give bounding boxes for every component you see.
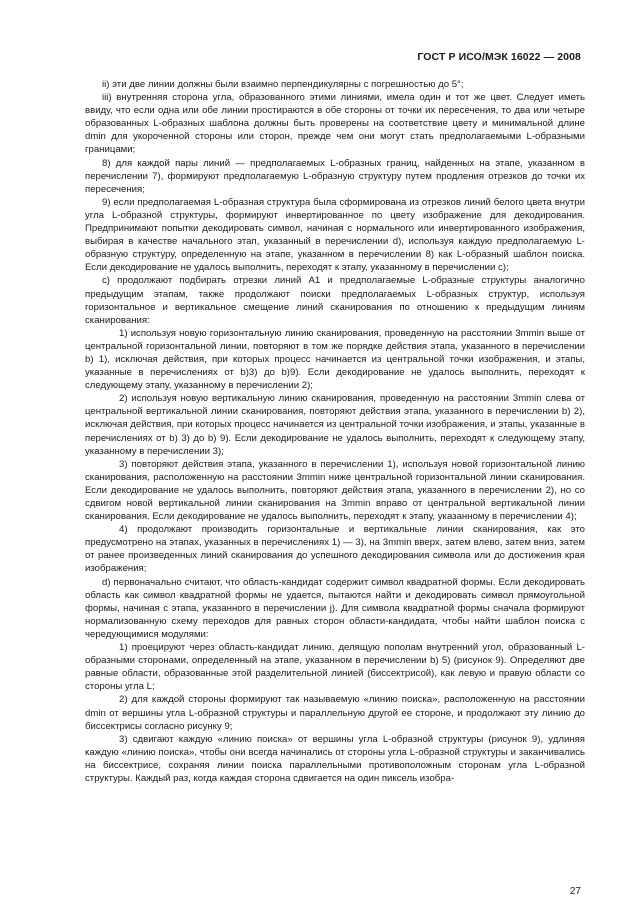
paragraph-c-2: 2) используя новую вертикальную линию сканирования, проведенную на расстоянии 3mmin слева от центральной вертикальной линии сканирования, повторяют действия этапа, указанного в перечислении b) 2), исключая действия, при которых процесс начинается из центральной точки изображения, и этапы, указанные в перечислениях от b) 3) до b) 9). Если декодирование не удалось выполнить, переходят к следующему этапу, указанному в перечислении 3); [85, 393, 585, 457]
paragraph-9: 9) если предполагаемая L-образная структура была сформирована из отрезков линий белого цвета внутри угла L-образной структуры, формируют инвертированное по цвету изображение для декодирования. Предпринимают попытки декодировать символ, начиная с нормального или инвертированного изображения, выбирая в качестве начального этап, указанный в перечислении d), используя каждую предполагаемую L-образную структуру, определенную на этапе, указанном в перечислении 8) как L-образный шаблон поиска. Если декодирование не удалось выполнить, переходят к этапу, указанному в перечислении c); [85, 196, 585, 274]
document-header: ГОСТ Р ИСО/МЭК 16022 — 2008 [417, 51, 581, 63]
paragraph-d-3: 3) сдвигают каждую «линию поиска» от вершины угла L-образной структуры (рисунок 9), удлиняя каждую «линию поиска», чтобы они всегда начинались от стороны угла L-образной структуры и заканчивались на биссектрисе, сохраняя линии поиска параллельными противоположным сторонам угла L-образной структуры. Каждый раз, когда каждая сторона сдвигается на один пиксель изобра- [85, 733, 585, 784]
paragraph-c-3: 3) повторяют действия этапа, указанного в перечислении 1), используя новой горизонтальной линию сканирования, расположенную на расстоянии 3mmin ниже центральной горизонтальной линии сканирования. Если декодирование не удалось выполнить, повторяют действия этапа, указанного в перечислении 2), но со сдвигом новой вертикальной линии сканирования на 3mmin вправо от центральной вертикальной линии сканирования. Если декодирование не удалось выполнить, переходят к этапу, указанному в перечислении 4); [85, 458, 585, 523]
paragraph-d-1: 1) проецируют через область-кандидат линию, делящую пополам внутренний угол, образованный L-образными сторонами, определенный на этапе, указанном в перечислении b) 5) (рисунок 9). Определяют две равные области, образованные этой разделительной линией (биссектрисой), как левую и правую области со стороны угла L; [85, 642, 585, 693]
paragraph-d-2: 2) для каждой стороны формируют так называемую «линию поиска», расположенную на расстоянии dmin от вершины угла L-образной структуры и параллельную другой ее стороне, и продолжают эту линию до биссектрисы согласно рисунку 9; [85, 694, 585, 732]
paragraph-8: 8) для каждой пары линий — предполагаемых L-образных границ, найденных на этапе, указанном в перечислении 7), формируют предполагаемую L-образную структуру путем продления отрезков до точки их пересечения; [85, 157, 585, 195]
paragraph-ii: ii) эти две линии должны были взаимно перпендикулярны с погрешностью до 5°; [102, 79, 464, 90]
page-number: 27 [569, 886, 581, 897]
paragraph-c-4: 4) продолжают производить горизонтальные и вертикальные линии сканирования, как это предусмотрено на этапах, указанных в перечислениях 1) — 3), на 3mmin вверх, затем влево, затем вниз, затем от ранее произведенных линий сканирования до успешного декодирования символа или до достижения края изображения; [85, 524, 585, 575]
paragraph-iii: iii) внутренняя сторона угла, образованного этими линиями, имела один и тот же цвет. Следует иметь ввиду, что если одна или обе линии простираются в обе стороны от точки их пересечения, то два или четыре образованных L-образных шаблона должны быть проверены на соответствие цвету и минимальной длине dmin для укороченной стороны или сторон, прежде чем они могут стать предполагаемыми L-образными границами; [85, 92, 585, 156]
document-body [85, 78, 585, 785]
paragraph-c: c) продолжают подбирать отрезки линий A1 и предполагаемые L-образные структуры аналогично предыдущим этапам, также продолжают поиски предполагаемых L-образных структур, используя горизонтальное и вертикальное смещение линий сканирования по отношению к предыдущим линиям сканирования: [85, 275, 585, 326]
paragraph-d: d) первоначально считают, что область-кандидат содержит символ квадратной формы. Если декодировать область как символ квадратной формы не удается, пытаются найти и декодировать символ прямоугольной формы, начиная с этапа, указанного в перечислении j). Для символа квадратной формы сначала формируют нормализованную схему переходов для равных сторон области-кандидата, чтобы найти шаблон поиска с чередующимися модулями: [85, 576, 585, 640]
paragraph-c-1: 1) используя новую горизонтальную линию сканирования, проведенную на расстоянии 3mmin выше от центральной горизонтальной линии, повторяют в том же порядке действия этапа, указанного в перечислении b) 1), исключая действия, при которых процесс начинается из центральной точки изображения, и этапы, указанные в перечислениях от b)3) до b)9). Если декодирование не удалось выполнить, переходят к следующему этапу, указанному в перечислении 2); [85, 327, 585, 392]
